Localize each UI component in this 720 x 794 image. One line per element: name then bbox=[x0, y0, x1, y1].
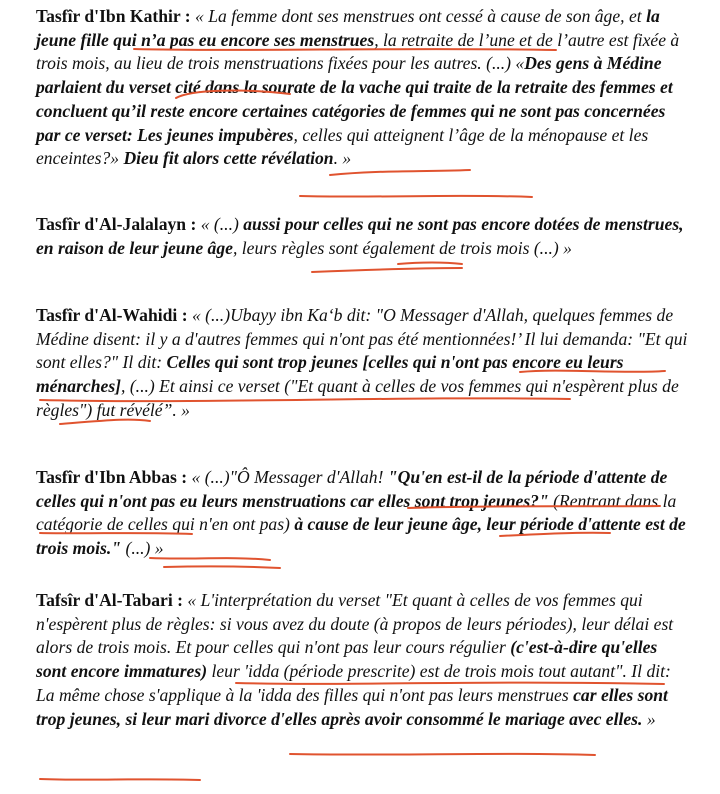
entry-title: Tafsîr d'Al-Tabari : bbox=[36, 590, 183, 610]
tafsir-ibn-kathir bbox=[36, 5, 688, 171]
quote-text: , celles qui atteignent l’âge de la ménopause et les enceintes?» bbox=[36, 124, 649, 169]
entry-title: Tasfîr d'Ibn Kathir : bbox=[36, 6, 191, 26]
quote-text: (Rentrant dans la catégorie de celles qui n'en ont pas) bbox=[36, 490, 677, 535]
underline-mark bbox=[300, 196, 532, 197]
tafsir-ibn-abbas bbox=[36, 466, 688, 561]
quote-text: (...) » bbox=[121, 538, 164, 559]
entry-title: Tasfîr d'Al-Wahidi : bbox=[36, 305, 188, 325]
emphasis-text: Celles qui sont trop jeunes [celles qui n'ont pas encore eu leurs ménarches] bbox=[36, 352, 624, 397]
underline-mark bbox=[312, 268, 462, 272]
quote-text: , la retraite de l’une et de l’autre est fixée à trois mois, au lieu de trois menstruations fixées pour les autres. (...) « bbox=[36, 29, 680, 74]
quote-text: , (...) Et ainsi ce verset ("Et quant à celles de vos femmes qui n'espèrent plus de règles") fut révélé”. » bbox=[36, 376, 679, 420]
emphasis-text: "Qu'en est-il de la période d'attente de celles qui n'ont pas eu leurs menstruations car elles sont trop jeunes?" bbox=[36, 467, 668, 511]
quote-text: leur 'idda (période prescrite) est de trois mois tout autant". Il dit: La même chose s'applique à la 'idda des filles qui n'ont pas leurs menstrues bbox=[36, 661, 671, 705]
emphasis-text: à cause de leur jeune âge, leur période d'attente est de trois mois." bbox=[36, 514, 686, 559]
quote-text: . » bbox=[333, 148, 352, 169]
underline-mark bbox=[398, 263, 462, 265]
quote-text: , leurs règles sont également de trois mois (...) » bbox=[232, 237, 572, 258]
emphasis-text: Des gens à Médine parlaient du verset cité dans la sourate de la vache qui traite de la retraite des femmes et concluent qu’il reste encore certaines catégories de femmes qui ne sont pas concernées par ce verset: Les jeunes impubères bbox=[36, 53, 673, 145]
quote-text: « (...)Ubayy ibn Ka‘b dit: "O Messager d'Allah, quelques femmes de Médine disent: il y a d'autres femmes qui n'ont pas été mentionnées!’ Il lui demanda: "Et qui sont elles?" Il dit: bbox=[36, 305, 688, 373]
emphasis-text: (c'est-à-dire qu'elles sont encore immatures) bbox=[36, 637, 658, 682]
tafsir-al-tabari bbox=[36, 589, 688, 731]
entry-title: Tasfîr d'Al-Jalalayn : bbox=[36, 214, 197, 234]
quote-text: « (...) bbox=[196, 214, 244, 234]
quote-text: « L'interprétation du verset "Et quant à celles de vos femmes qui n'espèrent plus de règles: si vous avez du doute (à propos de leurs périodes), leur délai est alors de trois mois. Et pour celles qui n'ont pas leur cours régulier bbox=[36, 590, 674, 658]
underline-mark bbox=[290, 754, 595, 755]
underline-mark bbox=[40, 779, 200, 780]
emphasis-text: Dieu fit alors cette révélation bbox=[123, 148, 334, 169]
tafsir-al-wahidi bbox=[36, 304, 688, 423]
emphasis-text: la jeune fille qui n’a pas eu encore ses menstrues bbox=[36, 6, 660, 50]
entry-title: Tasfîr d'Ibn Abbas : bbox=[36, 467, 188, 487]
quote-text: « (...)"Ô Messager d'Allah! bbox=[187, 467, 388, 487]
emphasis-text: aussi pour celles qui ne sont pas encore dotées de menstrues, en raison de leur jeune âge bbox=[36, 214, 684, 258]
quote-text: » bbox=[642, 708, 656, 729]
underline-mark bbox=[164, 566, 280, 568]
tafsir-al-jalalayn bbox=[36, 213, 688, 260]
quote-text: « La femme dont ses menstrues ont cessé à cause de son âge, et bbox=[190, 6, 647, 26]
emphasis-text: car elles sont trop jeunes, si leur mari divorce d'elles après avoir consommé le mariage avec elles. bbox=[36, 684, 668, 729]
